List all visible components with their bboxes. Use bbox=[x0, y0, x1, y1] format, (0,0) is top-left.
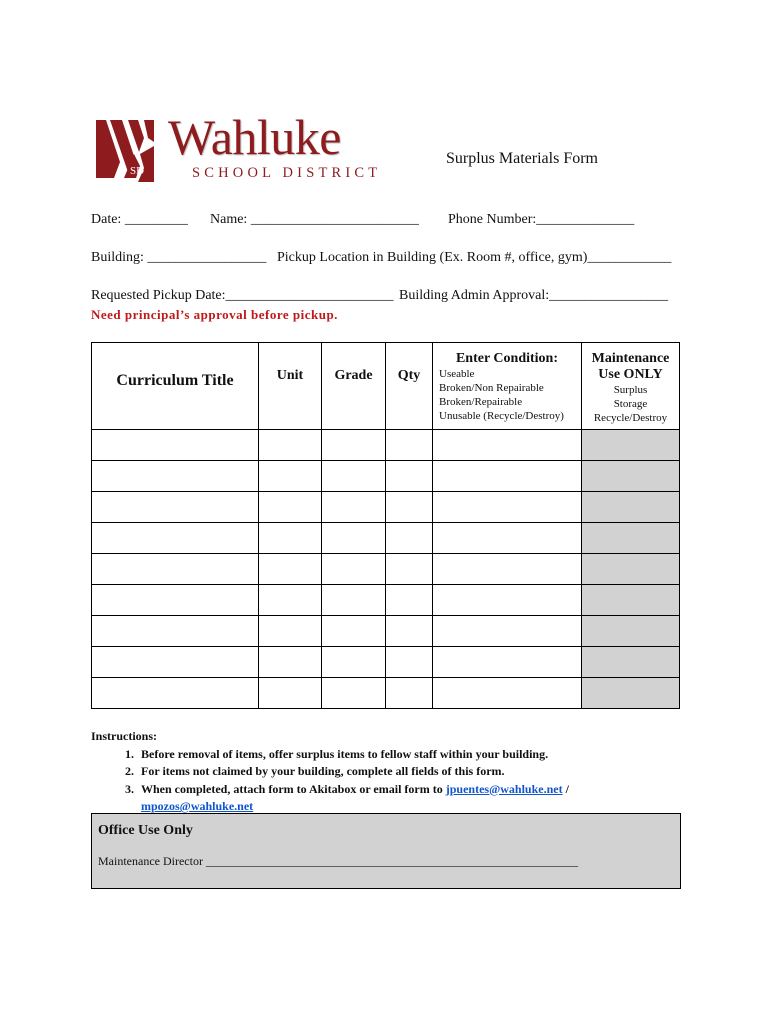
condition-option: Broken/Repairable bbox=[439, 396, 523, 408]
instruction-step: 1. Before removal of items, offer surplus items to fellow staff within your building. bbox=[137, 746, 691, 764]
office-use-title: Office Use Only bbox=[98, 823, 193, 838]
email-link-mpozos[interactable]: mpozos@wahluke.net bbox=[141, 799, 254, 813]
cell-maintenance bbox=[582, 616, 680, 647]
instructions bbox=[91, 728, 691, 816]
table-row bbox=[92, 430, 680, 461]
table-row bbox=[92, 585, 680, 616]
cell-grade[interactable] bbox=[322, 492, 386, 523]
building-admin-approval-field[interactable]: Building Admin Approval:_________________ bbox=[399, 288, 669, 303]
cell-condition[interactable] bbox=[433, 647, 582, 678]
cell-condition[interactable] bbox=[433, 492, 582, 523]
cell-unit[interactable] bbox=[259, 554, 322, 585]
cell-unit[interactable] bbox=[259, 647, 322, 678]
cell-grade[interactable] bbox=[322, 616, 386, 647]
cell-unit[interactable] bbox=[259, 585, 322, 616]
maintenance-option: Storage bbox=[613, 398, 648, 410]
table-row bbox=[92, 678, 680, 709]
table-row bbox=[92, 492, 680, 523]
cell-condition[interactable] bbox=[433, 616, 582, 647]
cell-grade[interactable] bbox=[322, 678, 386, 709]
maintenance-option: Surplus bbox=[613, 384, 648, 396]
header-grade: Grade bbox=[322, 343, 386, 430]
office-use-box bbox=[91, 813, 681, 889]
cell-curriculum-title[interactable] bbox=[92, 492, 259, 523]
email-link-jpuentes[interactable]: jpuentes@wahluke.net bbox=[445, 781, 563, 796]
condition-option: Unusable (Recycle/Destroy) bbox=[439, 410, 564, 422]
cell-unit[interactable] bbox=[259, 678, 322, 709]
building-field[interactable]: Building: _________________ bbox=[91, 250, 267, 265]
phone-number-field[interactable]: Phone Number:______________ bbox=[448, 212, 635, 227]
cell-grade[interactable] bbox=[322, 647, 386, 678]
cell-maintenance bbox=[582, 492, 680, 523]
cell-curriculum-title[interactable] bbox=[92, 585, 259, 616]
instruction-step: 2. For items not claimed by your building, complete all fields of this form. bbox=[137, 763, 691, 781]
cell-qty[interactable] bbox=[386, 523, 433, 554]
cell-maintenance bbox=[582, 554, 680, 585]
table-row bbox=[92, 554, 680, 585]
table-row bbox=[92, 461, 680, 492]
cell-qty[interactable] bbox=[386, 554, 433, 585]
cell-unit[interactable] bbox=[259, 461, 322, 492]
header-curriculum-title: Curriculum Title bbox=[92, 343, 259, 430]
cell-condition[interactable] bbox=[433, 554, 582, 585]
instruction-step: 3. When completed, attach form to Akitabox or email form to jpuentes@wahluke.net / mpozos@wahluke.net bbox=[137, 781, 691, 816]
table-row bbox=[92, 647, 680, 678]
cell-curriculum-title[interactable] bbox=[92, 616, 259, 647]
cell-curriculum-title[interactable] bbox=[92, 523, 259, 554]
cell-curriculum-title[interactable] bbox=[92, 461, 259, 492]
logo-mark-letters: SD bbox=[130, 165, 145, 177]
condition-option: Broken/Non Repairable bbox=[439, 382, 544, 394]
instructions-title: Instructions: bbox=[91, 729, 158, 743]
cell-grade[interactable] bbox=[322, 554, 386, 585]
header-condition: Enter Condition: Useable Broken/Non Repairable Broken/Repairable Unusable (Recycle/Destroy) bbox=[433, 343, 582, 430]
cell-condition[interactable] bbox=[433, 523, 582, 554]
district-subtitle: SCHOOL DISTRICT bbox=[192, 165, 382, 181]
cell-grade[interactable] bbox=[322, 523, 386, 554]
date-field[interactable]: Date: _________ bbox=[91, 212, 188, 227]
district-name: Wahluke bbox=[168, 109, 341, 165]
header-unit: Unit bbox=[259, 343, 322, 430]
table-header-row bbox=[92, 343, 680, 430]
cell-unit[interactable] bbox=[259, 492, 322, 523]
cell-qty[interactable] bbox=[386, 461, 433, 492]
surplus-items-table bbox=[91, 342, 680, 709]
cell-qty[interactable] bbox=[386, 492, 433, 523]
district-logo-mark bbox=[94, 116, 156, 184]
cell-grade[interactable] bbox=[322, 461, 386, 492]
cell-curriculum-title[interactable] bbox=[92, 554, 259, 585]
cell-grade[interactable] bbox=[322, 430, 386, 461]
cell-unit[interactable] bbox=[259, 523, 322, 554]
header-maintenance: Maintenance Use ONLY Surplus Storage Recycle/Destroy bbox=[582, 343, 680, 430]
cell-maintenance bbox=[582, 430, 680, 461]
cell-condition[interactable] bbox=[433, 678, 582, 709]
cell-maintenance bbox=[582, 461, 680, 492]
cell-maintenance bbox=[582, 678, 680, 709]
pickup-location-field[interactable]: Pickup Location in Building (Ex. Room #, office, gym)____________ bbox=[277, 250, 672, 265]
form-title: Surplus Materials Form bbox=[446, 150, 598, 167]
cell-grade[interactable] bbox=[322, 585, 386, 616]
table-row bbox=[92, 523, 680, 554]
header-qty: Qty bbox=[386, 343, 433, 430]
approval-note: Need principal’s approval before pickup. bbox=[91, 307, 338, 322]
cell-qty[interactable] bbox=[386, 616, 433, 647]
maintenance-option: Recycle/Destroy bbox=[593, 412, 668, 424]
cell-maintenance bbox=[582, 523, 680, 554]
condition-option: Useable bbox=[439, 368, 475, 380]
cell-curriculum-title[interactable] bbox=[92, 678, 259, 709]
cell-unit[interactable] bbox=[259, 430, 322, 461]
cell-condition[interactable] bbox=[433, 585, 582, 616]
cell-maintenance bbox=[582, 585, 680, 616]
cell-maintenance bbox=[582, 647, 680, 678]
cell-qty[interactable] bbox=[386, 585, 433, 616]
cell-unit[interactable] bbox=[259, 616, 322, 647]
cell-condition[interactable] bbox=[433, 461, 582, 492]
cell-qty[interactable] bbox=[386, 678, 433, 709]
table-row bbox=[92, 616, 680, 647]
requested-pickup-date-field[interactable]: Requested Pickup Date:________________________ bbox=[91, 288, 394, 303]
cell-curriculum-title[interactable] bbox=[92, 430, 259, 461]
cell-qty[interactable] bbox=[386, 430, 433, 461]
cell-curriculum-title[interactable] bbox=[92, 647, 259, 678]
cell-condition[interactable] bbox=[433, 430, 582, 461]
cell-qty[interactable] bbox=[386, 647, 433, 678]
maintenance-director-field[interactable]: Maintenance Director ______________________________________________________________ bbox=[98, 854, 578, 868]
name-field[interactable]: Name: ________________________ bbox=[210, 212, 419, 227]
